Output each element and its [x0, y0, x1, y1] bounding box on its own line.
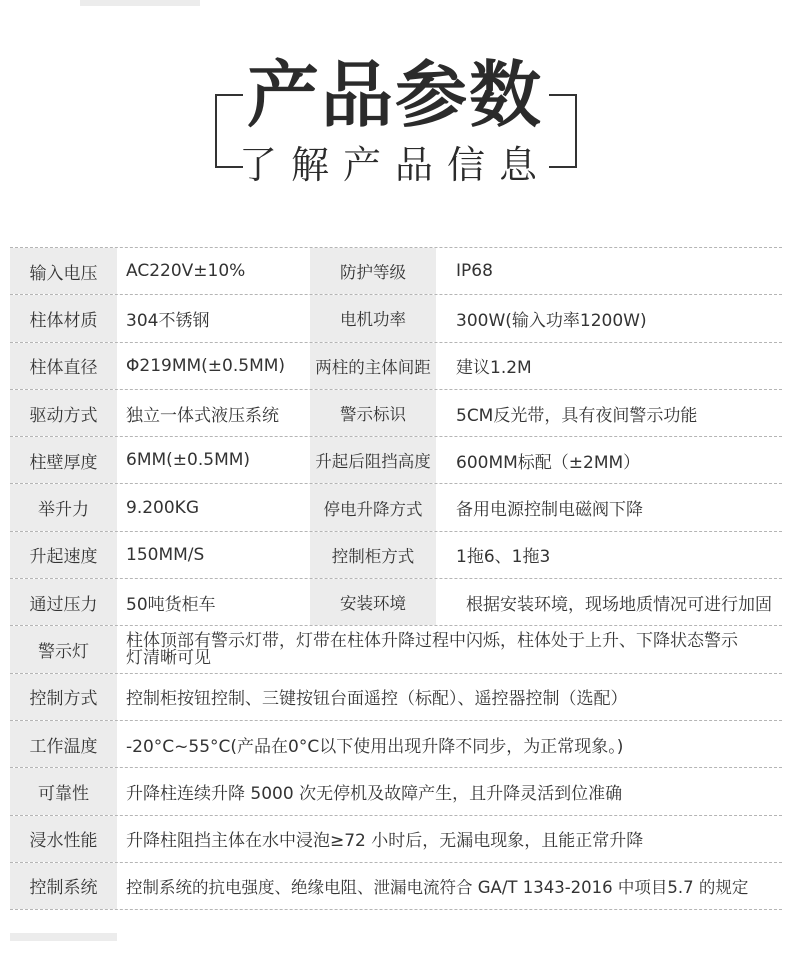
- spec-label: 通过压力: [10, 579, 117, 625]
- spec-value: 6MM(±0.5MM): [126, 450, 251, 471]
- spec-label: 警示标识: [310, 390, 436, 436]
- table-row: [10, 342, 782, 389]
- spec-label: 柱体材质: [10, 295, 117, 341]
- spec-value: IP68: [456, 261, 493, 282]
- spec-label: 升起速度: [10, 532, 117, 578]
- spec-value: Φ219MM(±0.5MM): [126, 355, 286, 376]
- spec-value: 建议1.2M: [456, 358, 532, 379]
- spec-value: 根据安装环境，现场地质情况可进行加固: [466, 594, 772, 615]
- spec-value: 600MM标配（±2MM）: [456, 452, 641, 473]
- spec-label: 升起后阻挡高度: [310, 437, 436, 483]
- spec-label: 工作温度: [10, 721, 117, 767]
- spec-value: 控制系统的抗电强度、绝缘电阻、泄漏电流符合 GA/T 1343-2016 中项目5.7 的规定: [126, 877, 749, 897]
- spec-value: 柱体顶部有警示灯带，灯带在柱体升降过程中闪烁，柱体处于上升、下降状态警示灯清晰可见: [126, 630, 738, 668]
- table-row: [10, 294, 782, 341]
- spec-value: 备用电源控制电磁阀下降: [456, 500, 643, 521]
- page-header: [0, 0, 790, 240]
- spec-value: 50吨货柜车: [126, 594, 216, 615]
- spec-label: 防护等级: [310, 248, 436, 294]
- table-row: [10, 578, 782, 625]
- spec-value: 独立一体式液压系统: [126, 405, 279, 426]
- spec-label: 电机功率: [310, 295, 436, 341]
- spec-label: 可靠性: [10, 768, 117, 814]
- spec-table: [10, 247, 782, 910]
- spec-label: 控制柜方式: [310, 532, 436, 578]
- spec-value: 5CM反光带，具有夜间警示功能: [456, 405, 698, 426]
- spec-value: 304不锈钢: [126, 310, 210, 331]
- spec-label: 浸水性能: [10, 816, 117, 862]
- table-row: [10, 720, 782, 767]
- spec-value: 9.200KG: [126, 497, 199, 518]
- page-title: 产品参数: [246, 53, 543, 137]
- spec-label: 柱体直径: [10, 343, 117, 389]
- table-row: [10, 625, 782, 672]
- table-row: [10, 531, 782, 578]
- table-row: [10, 862, 782, 910]
- spec-value: 升降柱连续升降 5000 次无停机及故障产生，且升降灵活到位准确: [126, 783, 623, 804]
- table-row: [10, 247, 782, 294]
- table-row: [10, 436, 782, 483]
- spec-value: 1拖6、1拖3: [456, 547, 551, 568]
- table-row: [10, 767, 782, 814]
- spec-label: 柱壁厚度: [10, 437, 117, 483]
- spec-value: -20°C~55°C(产品在0°C以下使用出现升降不同步，为正常现象。): [126, 736, 624, 757]
- spec-label: 控制系统: [10, 863, 117, 909]
- spec-label: 警示灯: [10, 626, 117, 672]
- spec-label: 停电升降方式: [310, 484, 436, 530]
- table-row: [10, 483, 782, 530]
- spec-label: 驱动方式: [10, 390, 117, 436]
- spec-label: 两柱的主体间距: [310, 343, 436, 389]
- page-subtitle: 了解产品信息: [238, 143, 551, 187]
- spec-label: 安装环境: [310, 579, 436, 625]
- spec-label: 控制方式: [10, 674, 117, 720]
- spec-label: 输入电压: [10, 248, 117, 294]
- spec-label: 举升力: [10, 484, 117, 530]
- table-tail-decor: [10, 933, 117, 941]
- table-row: [10, 389, 782, 436]
- spec-value: 300W(输入功率1200W): [456, 310, 647, 331]
- table-row: [10, 815, 782, 862]
- spec-value: 控制柜按钮控制、三键按钮台面遥控（标配）、遥控器控制（选配）: [126, 689, 628, 710]
- spec-value: AC220V±10%: [126, 261, 246, 282]
- spec-value: 升降柱阻挡主体在水中浸泡≥72 小时后，无漏电现象，且能正常升降: [126, 831, 644, 852]
- spec-value: 150MM/S: [126, 544, 205, 565]
- table-row: [10, 673, 782, 720]
